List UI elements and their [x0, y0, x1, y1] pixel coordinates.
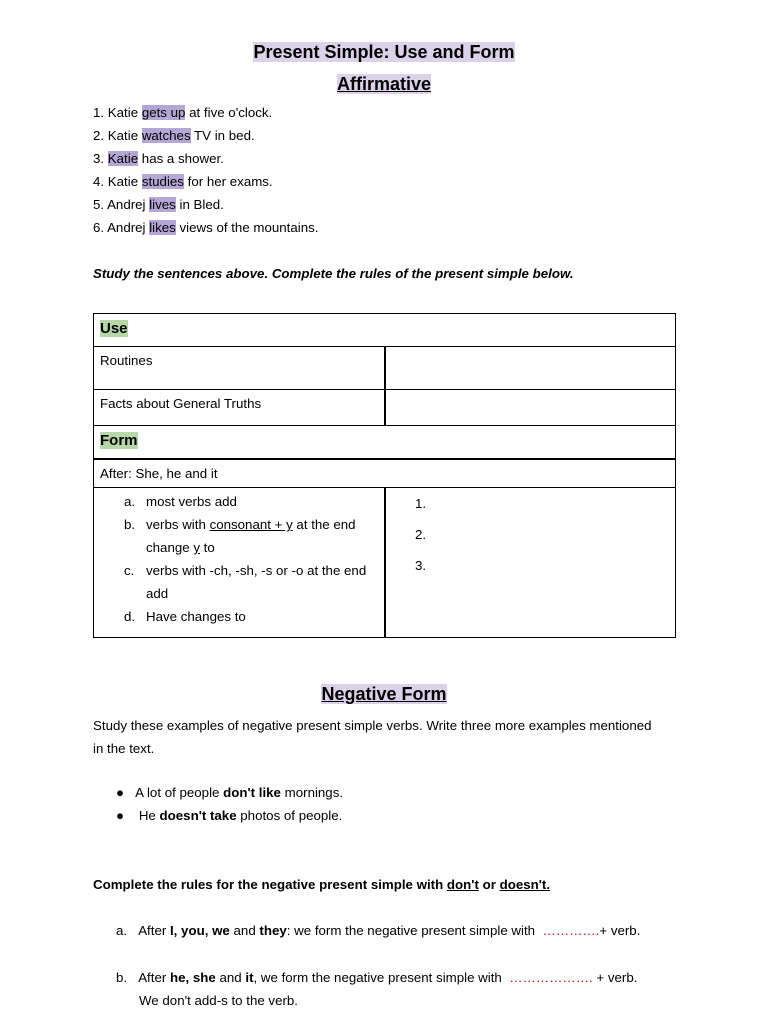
- sentence-item: [93, 220, 318, 235]
- negative-intro: Study these examples of negative present simple verbs. Write three more examples mentioned in the text.: [93, 718, 652, 756]
- sentence-text: views of the mountains.: [175, 220, 319, 235]
- affirmative-heading: Affirmative: [336, 74, 432, 94]
- highlighted-verb: lives: [149, 197, 176, 212]
- form-rule-c: c. verbs with -ch, -sh, -s or -o at the end add: [124, 563, 367, 601]
- answer-item-3: 3.: [415, 558, 427, 573]
- sentence-text: Katie: [107, 174, 142, 189]
- facts-cell: Facts about General Truths: [94, 390, 386, 426]
- sentence-item: [93, 197, 224, 212]
- sentence-number: 3.: [93, 151, 105, 166]
- bullet-icon: ●: [116, 808, 125, 823]
- negative-rule-b-line2: We don't add-s to the verb.: [139, 993, 298, 1008]
- highlighted-verb: likes: [149, 220, 176, 235]
- example-bullet-2: ● He doesn't take photos of people.: [116, 808, 343, 823]
- instruction-text: Study the sentences above. Complete the rules of the present simple below.: [93, 266, 574, 281]
- rules-table: [93, 313, 676, 638]
- sentence-item: [93, 105, 272, 120]
- highlighted-verb: gets up: [141, 105, 186, 120]
- sentence-number: 1.: [93, 105, 105, 120]
- negative-rule-a: a. After I, you, we and they: we form the negative present simple with ………….+ verb.: [116, 923, 641, 938]
- form-rules-list: [100, 490, 378, 628]
- sentence-text: has a shower.: [138, 151, 224, 166]
- sentence-text: Andrej: [107, 197, 150, 212]
- sentence-text: TV in bed.: [190, 128, 255, 143]
- form-header-cell: Form: [94, 426, 676, 459]
- sentence-text: in Bled.: [175, 197, 224, 212]
- routines-answer-cell[interactable]: [385, 347, 676, 390]
- fill-in-blank-b[interactable]: ……………….: [509, 970, 593, 985]
- form-answers-cell[interactable]: [385, 488, 676, 638]
- sentence-item: [93, 128, 255, 143]
- form-rule-a: a. most verbs add: [124, 494, 237, 509]
- facts-answer-cell[interactable]: [385, 390, 676, 426]
- sentence-text: Andrej: [107, 220, 150, 235]
- use-header-cell: Use: [94, 314, 676, 347]
- sentence-text: Katie: [107, 128, 142, 143]
- highlighted-verb: Katie: [107, 151, 139, 166]
- negative-heading: Negative Form: [321, 684, 447, 704]
- sentence-number: 6.: [93, 220, 105, 235]
- sentence-text: for her exams.: [183, 174, 273, 189]
- form-rule-d: d. Have changes to: [124, 609, 246, 624]
- complete-rules-instruction: Complete the rules for the negative present simple with don't or doesn't.: [93, 877, 551, 892]
- form-rules-cell: [94, 488, 386, 638]
- fill-in-blank-a[interactable]: ………….: [542, 923, 600, 938]
- sentence-item: [93, 174, 273, 189]
- bullet-icon: ●: [116, 785, 125, 800]
- example-bullet-1: ● A lot of people don't like mornings.: [116, 785, 344, 800]
- sentence-number: 2.: [93, 128, 105, 143]
- highlighted-verb: watches: [141, 128, 191, 143]
- sentence-number: 5.: [93, 197, 105, 212]
- after-she-he-it-cell: After: She, he and it: [94, 459, 676, 488]
- sentence-text: Katie: [107, 105, 142, 120]
- sentence-item: [93, 151, 224, 166]
- answer-item-2: 2.: [415, 527, 427, 542]
- sentence-text: at five o'clock.: [185, 105, 273, 120]
- routines-cell: Routines: [94, 347, 386, 390]
- sentence-number: 4.: [93, 174, 105, 189]
- page-title: Present Simple: Use and Form: [253, 42, 515, 62]
- answer-item-1: 1.: [415, 496, 427, 511]
- form-answers-list: [392, 488, 669, 581]
- highlighted-verb: studies: [141, 174, 184, 189]
- negative-rule-b: b. After he, she and it, we form the negative present simple with ………………. + verb.: [116, 970, 638, 985]
- form-rule-b: b. verbs with consonant + y at the end change y to: [124, 517, 356, 555]
